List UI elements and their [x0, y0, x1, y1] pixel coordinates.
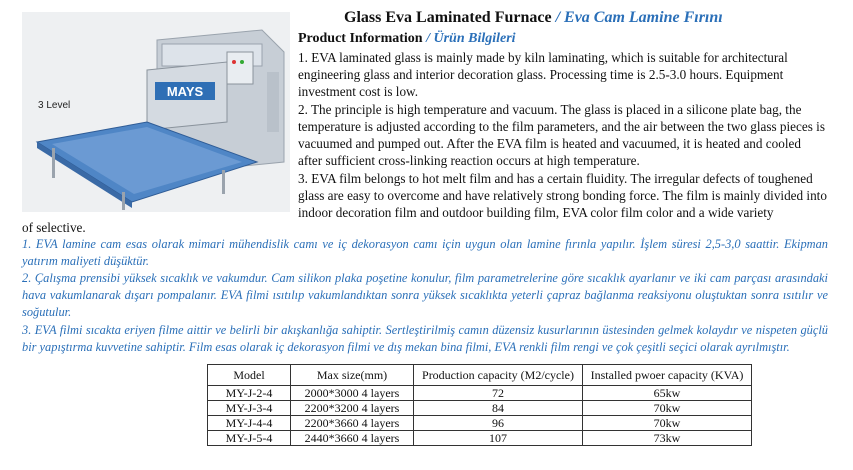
- page-title: [344, 9, 723, 27]
- section-heading: [298, 31, 516, 47]
- level-label: 3 Level: [38, 100, 71, 111]
- title-separator: /: [555, 9, 561, 26]
- table-row: [208, 416, 752, 431]
- english-paragraph-3: 3. EVA film belongs to hot melt film and has a certain fluidity. The irregular defects of toughened glass are easy to overcome and have relatively strong bonding force. The film is mainly divided into indoor decoration film and outdoor building film, EVA color film color and a wide variety: [298, 171, 827, 220]
- turkish-paragraph-2: 2. Çalışma prensibi yüksek sıcaklık ve vakumdur. Cam silikon plaka poşetine konulur, film parametrelerine göre sıcaklık ayarlanır ve iki cam parçası arasındaki hava vakumlanarak dışarı pompalanır. EVA filmi ısıtılıp vakumlandıktan sonra yüksek sıcaklıkta yeterli çapraz bağlanma reaksiyonu oluştuktan sonra ısıtılır ve soğutulur.: [22, 271, 828, 319]
- table-row: [208, 431, 752, 446]
- cell-model: MY-J-3-4: [208, 401, 291, 416]
- furnace-illustration: [22, 12, 290, 212]
- english-paragraph-1: 1. EVA laminated glass is mainly made by kiln laminating, which is suitable for architectural engineering glass and interior decoration glass. Processing time is 2.5-3.0 hours. Equipment investment cost is low.: [298, 50, 788, 99]
- table-row: [208, 386, 752, 401]
- section-english: Product Information: [298, 31, 423, 46]
- cell-capacity: 107: [414, 431, 583, 446]
- turkish-paragraph-3: 3. EVA filmi sıcakta eriyen filme aittir ve belirli bir akışkanlığa sahiptir. Sertleştirilmiş camın düzensiz kusurlarının üstesinden gelmek kolaydır ve nispeten güçlü bir yapıştırma kuvvetine sahiptir. Film esas olarak iç dekorasyon filmi ve dış mekan bina filmi, EVA renkli film rengi ve çok çeşitli seçici olarak ayrılmıştır.: [22, 323, 828, 354]
- english-paragraph-2: 2. The principle is high temperature and vacuum. The glass is placed in a silicone plate bag, the temperature is adjusted according to the film parameters, and the air between the two glass pieces is vacuumed and pumped out. After the EVA film is heated and vacuumed, it is heated and cooled after sufficient cross-linking reaction occurs at high temperature.: [298, 102, 825, 168]
- table-header-row: [208, 365, 752, 386]
- cell-power: 65kw: [583, 386, 752, 401]
- cell-capacity: 72: [414, 386, 583, 401]
- header-max-size: Max size(mm): [291, 365, 414, 386]
- table-row: [208, 401, 752, 416]
- cell-model: MY-J-2-4: [208, 386, 291, 401]
- english-paragraph-3-tail: of selective.: [22, 220, 86, 235]
- brand-logo: MAYS: [166, 84, 204, 99]
- section-turkish: Ürün Bilgileri: [433, 31, 516, 46]
- cell-power: 70kw: [583, 401, 752, 416]
- section-separator: /: [426, 31, 430, 46]
- cell-capacity: 96: [414, 416, 583, 431]
- spec-table: [207, 364, 752, 446]
- cell-max-size: 2200*3200 4 layers: [291, 401, 414, 416]
- header-production-capacity: Production capacity (M2/cycle): [414, 365, 583, 386]
- turkish-paragraph-1: 1. EVA lamine cam esas olarak mimari mühendislik camı ve iç dekorasyon camı için uygun olan lamine fırınla yapılır. İşlem süresi 2,5-3,0 saattir. Ekipman yatırım maliyeti düşüktür.: [22, 237, 828, 268]
- title-turkish: Eva Cam Lamine Fırını: [564, 9, 723, 26]
- cell-model: MY-J-4-4: [208, 416, 291, 431]
- product-photo: [22, 12, 290, 212]
- cell-power: 70kw: [583, 416, 752, 431]
- cell-max-size: 2200*3660 4 layers: [291, 416, 414, 431]
- cell-max-size: 2000*3000 4 layers: [291, 386, 414, 401]
- cell-model: MY-J-5-4: [208, 431, 291, 446]
- header-model: Model: [208, 365, 291, 386]
- title-english: Glass Eva Laminated Furnace: [344, 9, 552, 26]
- cell-max-size: 2440*3660 4 layers: [291, 431, 414, 446]
- cell-capacity: 84: [414, 401, 583, 416]
- cell-power: 73kw: [583, 431, 752, 446]
- header-installed-power: Installed pwoer capacity (KVA): [583, 365, 752, 386]
